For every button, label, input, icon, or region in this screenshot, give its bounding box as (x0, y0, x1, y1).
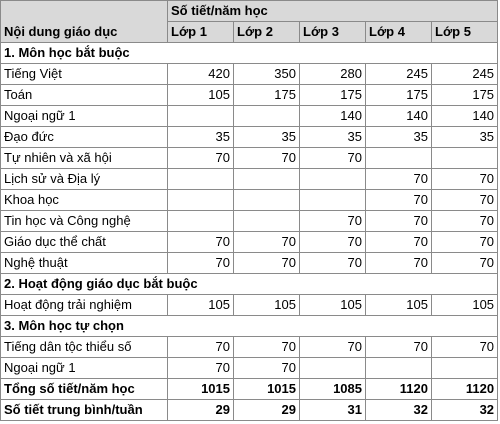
row-label: Ngoại ngữ 1 (1, 106, 168, 127)
value-cell: 70 (234, 253, 300, 274)
value-cell: 70 (432, 253, 498, 274)
value-cell: 70 (432, 169, 498, 190)
value-cell: 70 (168, 148, 234, 169)
value-cell: 70 (300, 337, 366, 358)
row-label: Tự nhiên và xã hội (1, 148, 168, 169)
table-body (1, 43, 498, 421)
value-cell (300, 358, 366, 379)
value-cell (300, 190, 366, 211)
value-cell: 70 (432, 232, 498, 253)
table-row (1, 190, 498, 211)
table-row (1, 232, 498, 253)
value-cell: 70 (366, 169, 432, 190)
value-cell: 70 (366, 337, 432, 358)
row-label: Đạo đức (1, 127, 168, 148)
value-cell: 175 (366, 85, 432, 106)
value-cell: 140 (366, 106, 432, 127)
value-cell (234, 106, 300, 127)
section-row (1, 43, 498, 64)
table-row (1, 358, 498, 379)
value-cell: 1015 (168, 379, 234, 400)
row-label: Tiếng dân tộc thiểu số (1, 337, 168, 358)
section-label: 3. Môn học tự chọn (1, 316, 498, 337)
value-cell: 175 (300, 85, 366, 106)
value-cell: 105 (168, 85, 234, 106)
value-cell: 35 (366, 127, 432, 148)
value-cell: 1120 (366, 379, 432, 400)
table-row (1, 148, 498, 169)
value-cell: 105 (432, 295, 498, 316)
value-cell: 245 (432, 64, 498, 85)
value-cell: 70 (234, 358, 300, 379)
value-cell (168, 169, 234, 190)
content-column-header: Nội dung giáo dục (1, 1, 168, 43)
value-cell: 29 (168, 400, 234, 421)
value-cell: 140 (300, 106, 366, 127)
value-cell: 175 (432, 85, 498, 106)
row-label: Tin học và Công nghệ (1, 211, 168, 232)
row-label: Hoạt động trải nghiệm (1, 295, 168, 316)
value-cell: 35 (168, 127, 234, 148)
grade-header: Lớp 5 (432, 22, 498, 43)
value-cell: 280 (300, 64, 366, 85)
value-cell: 31 (300, 400, 366, 421)
lessons-per-year-header: Số tiết/năm học (168, 1, 498, 22)
header-row-top (1, 1, 498, 22)
value-cell: 35 (234, 127, 300, 148)
value-cell: 70 (366, 253, 432, 274)
total-row (1, 400, 498, 421)
value-cell: 32 (366, 400, 432, 421)
value-cell: 32 (432, 400, 498, 421)
value-cell (234, 190, 300, 211)
value-cell (300, 169, 366, 190)
value-cell: 70 (234, 148, 300, 169)
value-cell: 140 (432, 106, 498, 127)
row-label: Số tiết trung bình/tuần (1, 400, 168, 421)
value-cell: 35 (300, 127, 366, 148)
table-row (1, 64, 498, 85)
table-row (1, 253, 498, 274)
value-cell: 1015 (234, 379, 300, 400)
value-cell: 70 (366, 190, 432, 211)
row-label: Khoa học (1, 190, 168, 211)
grade-header: Lớp 2 (234, 22, 300, 43)
value-cell (168, 190, 234, 211)
value-cell: 175 (234, 85, 300, 106)
value-cell: 70 (432, 337, 498, 358)
value-cell (366, 358, 432, 379)
value-cell: 70 (168, 253, 234, 274)
table-row (1, 295, 498, 316)
row-label: Tiếng Việt (1, 64, 168, 85)
value-cell: 70 (300, 148, 366, 169)
table-row (1, 169, 498, 190)
value-cell: 420 (168, 64, 234, 85)
value-cell (168, 211, 234, 232)
value-cell: 70 (168, 358, 234, 379)
table-row (1, 337, 498, 358)
value-cell: 70 (168, 232, 234, 253)
value-cell: 70 (432, 211, 498, 232)
value-cell (432, 358, 498, 379)
value-cell: 1085 (300, 379, 366, 400)
row-label: Nghệ thuật (1, 253, 168, 274)
value-cell: 70 (300, 232, 366, 253)
value-cell: 70 (300, 211, 366, 232)
value-cell: 70 (234, 337, 300, 358)
value-cell: 70 (366, 232, 432, 253)
table-row (1, 106, 498, 127)
section-label: 1. Môn học bắt buộc (1, 43, 498, 64)
row-label: Tổng số tiết/năm học (1, 379, 168, 400)
value-cell: 105 (168, 295, 234, 316)
table-row (1, 211, 498, 232)
table-row (1, 127, 498, 148)
value-cell (168, 106, 234, 127)
row-label: Ngoại ngữ 1 (1, 358, 168, 379)
value-cell: 350 (234, 64, 300, 85)
row-label: Toán (1, 85, 168, 106)
row-label: Lịch sử và Địa lý (1, 169, 168, 190)
row-label: Giáo dục thể chất (1, 232, 168, 253)
value-cell: 105 (366, 295, 432, 316)
value-cell: 70 (432, 190, 498, 211)
table-row (1, 85, 498, 106)
value-cell: 70 (168, 337, 234, 358)
value-cell (234, 169, 300, 190)
grade-header: Lớp 3 (300, 22, 366, 43)
grade-header: Lớp 4 (366, 22, 432, 43)
value-cell: 70 (366, 211, 432, 232)
value-cell: 105 (234, 295, 300, 316)
value-cell: 245 (366, 64, 432, 85)
value-cell (432, 148, 498, 169)
value-cell: 1120 (432, 379, 498, 400)
total-row (1, 379, 498, 400)
section-label: 2. Hoạt động giáo dục bắt buộc (1, 274, 498, 295)
grade-header: Lớp 1 (168, 22, 234, 43)
value-cell: 70 (300, 253, 366, 274)
value-cell: 105 (300, 295, 366, 316)
value-cell (366, 148, 432, 169)
value-cell: 29 (234, 400, 300, 421)
section-row (1, 274, 498, 295)
section-row (1, 316, 498, 337)
value-cell: 70 (234, 232, 300, 253)
value-cell: 35 (432, 127, 498, 148)
value-cell (234, 211, 300, 232)
